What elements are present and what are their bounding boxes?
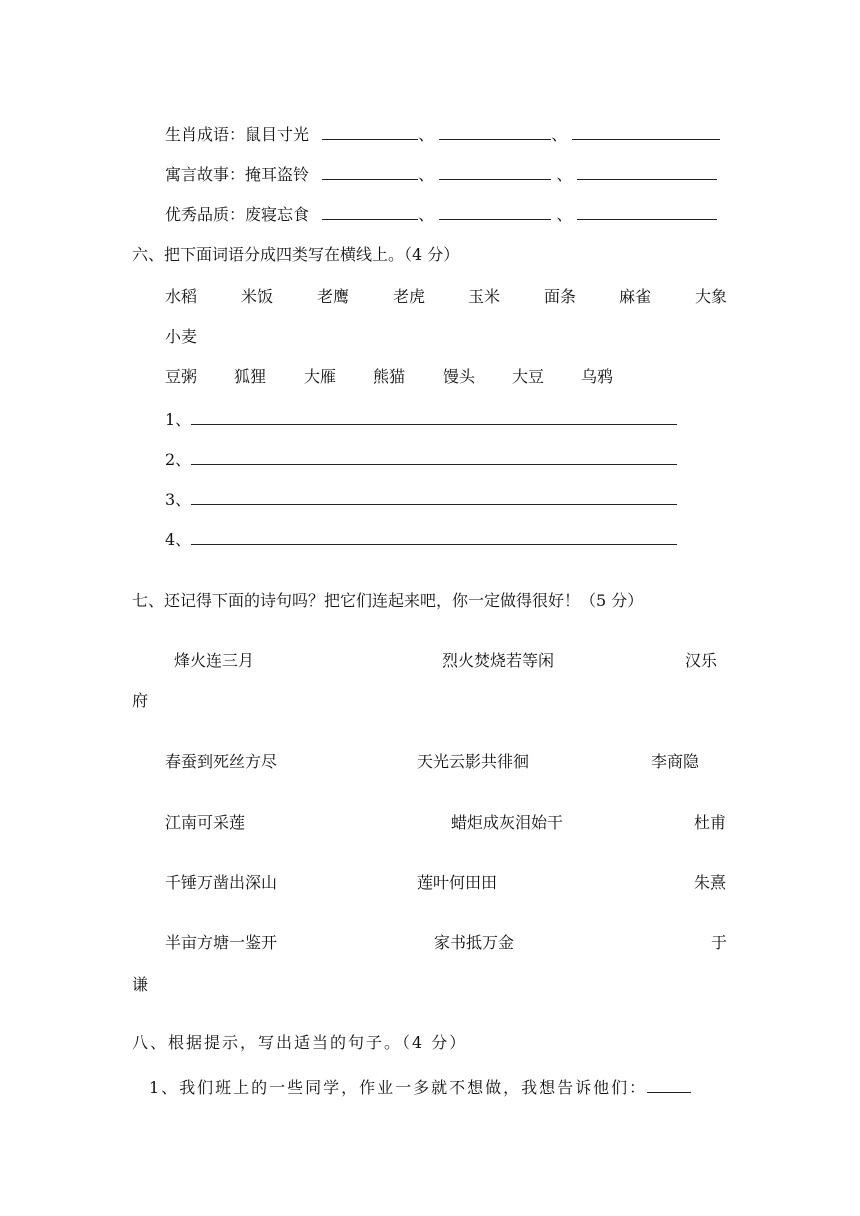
separator: 、: [418, 165, 435, 184]
answer-line-row: [165, 410, 677, 430]
word: 狐狸: [234, 367, 267, 386]
section-eight-title: 八、根据提示，写出适当的句子。（4 分）: [132, 1033, 468, 1052]
poem-line-mid[interactable]: 家书抵万金: [434, 933, 515, 952]
idiom-row-label: 寓言故事：掩耳盗铃: [165, 165, 310, 184]
separator: 、: [556, 205, 573, 224]
poet-name-wrap: 谦: [132, 975, 149, 994]
word: 熊猫: [373, 367, 406, 386]
answer-line-label: 1、: [165, 410, 192, 429]
section-six-title: 六、把下面词语分成四类写在横线上。（4 分）: [132, 245, 460, 264]
poem-line-mid[interactable]: 蜡炬成灰泪始干: [451, 813, 564, 832]
answer-line[interactable]: [191, 450, 677, 465]
answer-blank[interactable]: [647, 1078, 691, 1093]
word: 乌鸦: [581, 367, 614, 386]
answer-blank[interactable]: [439, 125, 551, 140]
word: 小麦: [165, 327, 198, 346]
word: 老虎: [393, 287, 426, 306]
word: 豆粥: [165, 367, 198, 386]
poem-line-mid[interactable]: 莲叶何田田: [417, 873, 498, 892]
answer-line-label: 2、: [165, 450, 192, 469]
answer-line[interactable]: [191, 410, 677, 425]
idiom-row: [165, 165, 717, 185]
answer-line[interactable]: [191, 490, 677, 505]
poem-line-left[interactable]: 半亩方塘一鉴开: [165, 933, 278, 952]
poem-line-left[interactable]: 春蚕到死丝方尽: [165, 752, 278, 771]
word: 大豆: [512, 367, 545, 386]
question-text: 1、我们班上的一些同学，作业一多就不想做，我想告诉他们：: [149, 1078, 648, 1097]
answer-blank[interactable]: [322, 165, 418, 180]
answer-line[interactable]: [191, 530, 677, 545]
poem-line-mid[interactable]: 天光云影共徘徊: [417, 752, 530, 771]
word: 水稻: [165, 287, 198, 306]
word: 米饭: [241, 287, 274, 306]
poem-line-left[interactable]: 千锤万凿出深山: [165, 873, 278, 892]
poem-line-mid[interactable]: 烈火焚烧若等闲: [442, 651, 555, 670]
poem-line-left[interactable]: 烽火连三月: [174, 651, 255, 670]
answer-line-row: [165, 530, 677, 550]
poet-name-wrap: 府: [132, 691, 149, 710]
word: 馒头: [443, 367, 476, 386]
word: 面条: [544, 287, 577, 306]
word: 玉米: [468, 287, 501, 306]
separator: 、: [418, 125, 435, 144]
answer-line-label: 3、: [165, 490, 192, 509]
answer-blank[interactable]: [322, 205, 418, 220]
word: 麻雀: [619, 287, 652, 306]
answer-line-row: [165, 490, 677, 510]
word: 大象: [695, 287, 728, 306]
word: 大雁: [304, 367, 337, 386]
separator: 、: [418, 205, 435, 224]
idiom-row: [165, 125, 720, 145]
answer-blank[interactable]: [577, 205, 717, 220]
answer-line-row: [165, 450, 677, 470]
question-row: [149, 1078, 691, 1098]
answer-blank[interactable]: [577, 165, 717, 180]
separator: 、: [556, 165, 573, 184]
poem-line-left[interactable]: 江南可采莲: [165, 813, 246, 832]
idiom-row-label: 生肖成语：鼠目寸光: [165, 125, 310, 144]
idiom-row-label: 优秀品质：废寝忘食: [165, 205, 310, 224]
poet-name[interactable]: 汉乐: [685, 651, 718, 670]
answer-blank[interactable]: [572, 125, 720, 140]
word: 老鹰: [317, 287, 350, 306]
answer-line-label: 4、: [165, 530, 192, 549]
answer-blank[interactable]: [439, 205, 551, 220]
separator: 、: [551, 125, 568, 144]
poet-name[interactable]: 朱熹: [694, 873, 727, 892]
poet-name[interactable]: 杜甫: [694, 813, 727, 832]
poet-name[interactable]: 于: [711, 933, 728, 952]
poet-name[interactable]: 李商隐: [651, 752, 700, 771]
answer-blank[interactable]: [322, 125, 418, 140]
idiom-row: [165, 205, 717, 225]
section-seven-title: 七、还记得下面的诗句吗？把它们连起来吧，你一定做得很好！（5 分）: [132, 591, 644, 610]
answer-blank[interactable]: [439, 165, 551, 180]
